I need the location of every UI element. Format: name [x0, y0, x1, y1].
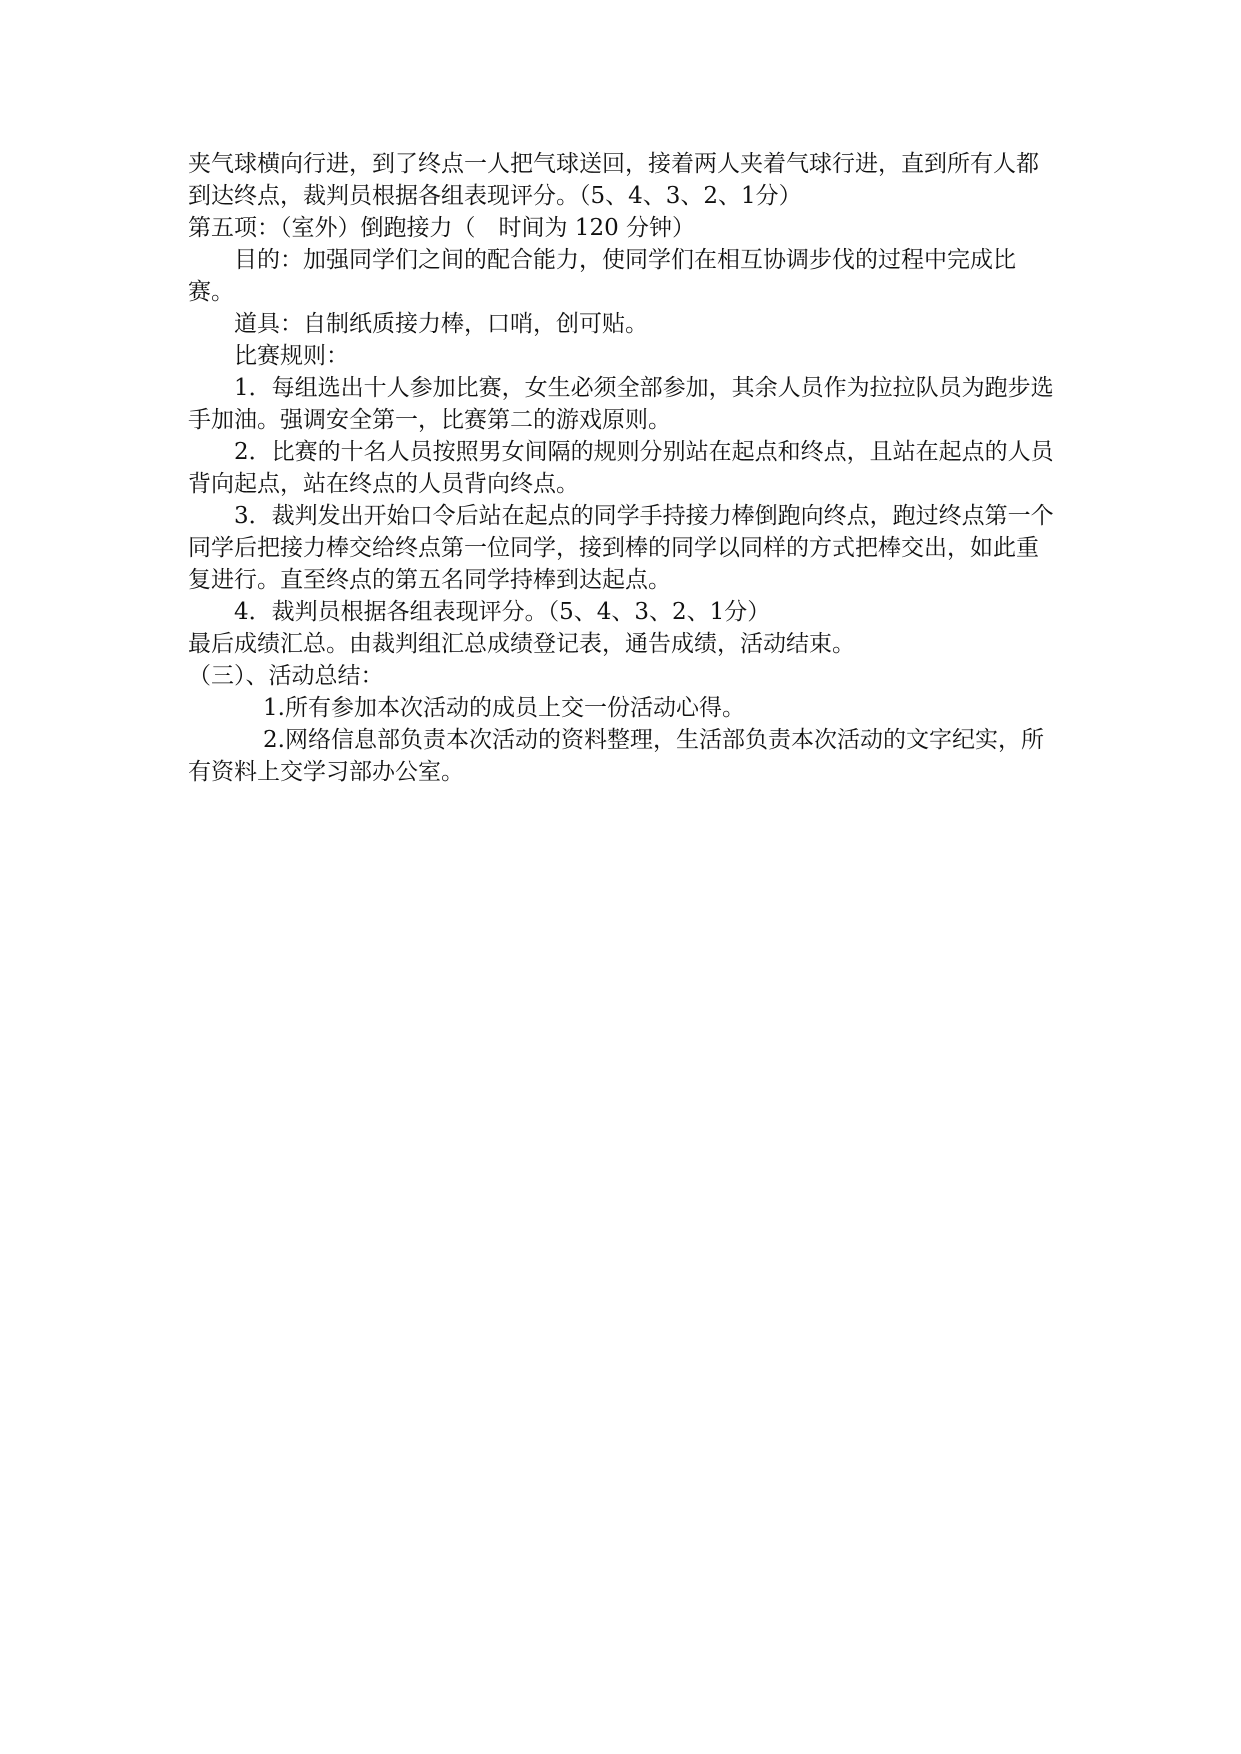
- section-three-heading: （三）、活动总结：: [188, 663, 384, 689]
- paragraph-rules-heading: 比赛规则：: [234, 343, 349, 369]
- rule-item-3: 3．裁判发出开始口令后站在起点的同学手持接力棒倒跑向终点，跑过终点第一个同学后把接力棒交给终点第一位同学，接到棒的同学以同样的方式把棒交出，如此重复进行。直至终点的第五名同学持棒到达起点。: [188, 503, 1054, 593]
- paragraph-props: 道具：自制纸质接力棒，口哨，创可贴。: [234, 311, 648, 337]
- paragraph-purpose: 目的：加强同学们之间的配合能力，使同学们在相互协调步伐的过程中完成比赛。: [188, 247, 1016, 305]
- event-five-heading: 第五项：（室外）倒跑接力（ 时间为 120 分钟）: [188, 215, 696, 241]
- rule-item-1: 1．每组选出十人参加比赛，女生必须全部参加，其余人员作为拉拉队员为跑步选手加油。强调安全第一，比赛第二的游戏原则。: [188, 375, 1054, 433]
- summary-item-1: 1.所有参加本次活动的成员上交一份活动心得。: [263, 695, 745, 721]
- paragraph-final-summary: 最后成绩汇总。由裁判组汇总成绩登记表，通告成绩，活动结束。: [188, 631, 855, 657]
- summary-item-2: 2.网络信息部负责本次活动的资料整理，生活部负责本次活动的文字纪实，所有资料上交学习部办公室。: [188, 727, 1044, 785]
- paragraph-balloon-rule: 夹气球横向行进，到了终点一人把气球送回，接着两人夹着气球行进，直到所有人都到达终点，裁判员根据各组表现评分。（5、4、3、2、1分）: [188, 151, 1039, 209]
- rule-item-4: 4．裁判员根据各组表现评分。（5、4、3、2、1分）: [234, 599, 771, 625]
- document-body: [188, 148, 1058, 788]
- rule-item-2: 2．比赛的十名人员按照男女间隔的规则分别站在起点和终点，且站在起点的人员背向起点，站在终点的人员背向终点。: [188, 439, 1054, 497]
